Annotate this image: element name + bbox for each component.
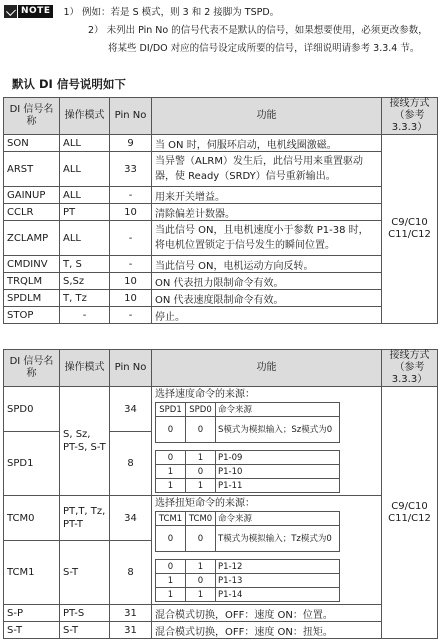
signal-function: 当 ON 时，伺服环启动，电机线圈激磁。 xyxy=(152,135,382,152)
table-row xyxy=(4,152,438,187)
section-title: 默认 DI 信号说明如下 xyxy=(12,77,126,91)
signal-pin: 10 xyxy=(110,273,152,290)
signal-mode: S, Sz, PT-S, S-T xyxy=(60,387,110,496)
signal-name: GAINUP xyxy=(4,187,60,204)
signal-pin: - xyxy=(110,187,152,204)
note-label: NOTE xyxy=(18,5,53,18)
signal-pin: 8 xyxy=(110,432,152,496)
header-function: 功能 xyxy=(152,98,382,135)
inner-cell: T模式为模拟输入；Tz模式为0 xyxy=(216,526,340,552)
table-row xyxy=(4,622,438,639)
signal-function: 当异警（ALRM）发生后，此信号用来重置驱动器，使 Ready（SRDY）信号重新输出。 xyxy=(152,152,382,187)
signal-function: 当此信号 ON，且电机速度小于参数 P1-38 时，将电机位置锁定于信号发生的瞬间位置。 xyxy=(152,221,382,256)
signal-name: ARST xyxy=(4,152,60,187)
header-signal-name: DI 信号名称 xyxy=(4,350,60,387)
inner-cell: 0 xyxy=(156,560,186,574)
signal-name: SPDLM xyxy=(4,290,60,307)
inner-cell: 1 xyxy=(156,479,186,493)
header-wiring: 接线方式（参考 3.3.3） xyxy=(382,98,438,135)
header-mode: 操作模式 xyxy=(60,98,110,135)
table-header-row xyxy=(4,98,438,135)
signal-function: 混合模式切换，OFF：速度 ON：扭矩。 xyxy=(152,622,382,639)
torque-source-title: 选择扭矩命令的来源： xyxy=(155,498,255,509)
inner-cell: P1-09 xyxy=(216,451,340,465)
header-function: 功能 xyxy=(152,350,382,387)
signal-function: 用来开关增益。 xyxy=(152,187,382,204)
signal-name: S-T xyxy=(4,622,60,639)
signal-name: TRQLM xyxy=(4,273,60,290)
signal-mode: PT xyxy=(60,204,110,221)
signal-name: TCM1 xyxy=(4,541,60,605)
table-row xyxy=(4,273,438,290)
header-wiring: 接线方式（参考 3.3.3） xyxy=(382,350,438,387)
signal-mode: ALL xyxy=(60,187,110,204)
signal-name: CMDINV xyxy=(4,256,60,273)
di-signal-table-1 xyxy=(3,97,438,324)
header-pin: Pin No xyxy=(110,350,152,387)
inner-cell: 1 xyxy=(156,574,186,588)
table-row xyxy=(4,387,438,432)
note-line-3: 将某些 DI/DO 对应的信号设定成所要的信号，详细说明请参考 3.3.4 节。 xyxy=(108,43,420,54)
inner-header: TCM0 xyxy=(186,512,216,526)
signal-name: SPD1 xyxy=(4,432,60,496)
inner-cell: 1 xyxy=(186,588,216,602)
signal-pin: 8 xyxy=(110,541,152,605)
inner-header: SPD1 xyxy=(156,403,186,417)
note-line-2: 2） 未列出 Pin No 的信号代表不是默认的信号，如果想要使用，必须更改参数， xyxy=(88,25,428,36)
inner-cell: 0 xyxy=(186,526,216,552)
signal-name: TCM0 xyxy=(4,496,60,541)
inner-cell: 1 xyxy=(186,479,216,493)
inner-header: 命令来源 xyxy=(216,512,340,526)
signal-name: S-P xyxy=(4,605,60,622)
signal-pin: 31 xyxy=(110,605,152,622)
signal-name: ZCLAMP xyxy=(4,221,60,256)
speed-source-title: 选择速度命令的来源： xyxy=(155,389,255,400)
inner-cell: 1 xyxy=(156,588,186,602)
inner-cell: 0 xyxy=(186,465,216,479)
signal-pin: - xyxy=(110,307,152,324)
inner-header: TCM1 xyxy=(156,512,186,526)
wiring-method: C9/C10 C11/C12 xyxy=(382,135,438,324)
signal-pin: 10 xyxy=(110,204,152,221)
header-pin: Pin No xyxy=(110,98,152,135)
signal-mode: ALL xyxy=(60,221,110,256)
signal-mode: S,Sz xyxy=(60,273,110,290)
inner-cell: P1-14 xyxy=(216,588,340,602)
signal-mode: - xyxy=(60,307,110,324)
signal-name: STOP xyxy=(4,307,60,324)
torque-source-cell xyxy=(152,496,382,605)
inner-cell: 0 xyxy=(156,417,186,443)
table-row xyxy=(4,221,438,256)
speed-source-table xyxy=(155,402,340,493)
inner-cell: P1-12 xyxy=(216,560,340,574)
signal-pin: 10 xyxy=(110,290,152,307)
signal-pin: 34 xyxy=(110,496,152,541)
signal-pin: 33 xyxy=(110,152,152,187)
inner-cell: P1-13 xyxy=(216,574,340,588)
inner-cell: 1 xyxy=(186,451,216,465)
inner-cell: S模式为模拟输入；Sz模式为0 xyxy=(216,417,340,443)
signal-pin: - xyxy=(110,221,152,256)
signal-pin: 31 xyxy=(110,622,152,639)
table-row xyxy=(4,256,438,273)
inner-cell: 1 xyxy=(186,560,216,574)
inner-cell: 0 xyxy=(156,526,186,552)
header-mode: 操作模式 xyxy=(60,350,110,387)
signal-mode: ALL xyxy=(60,152,110,187)
table-row xyxy=(4,307,438,324)
inner-cell: P1-11 xyxy=(216,479,340,493)
header-signal-name: DI 信号名称 xyxy=(4,98,60,135)
di-signal-table-2 xyxy=(3,349,438,639)
signal-name: SON xyxy=(4,135,60,152)
signal-mode: S-T xyxy=(60,622,110,639)
note-badge xyxy=(4,5,53,18)
table-row xyxy=(4,290,438,307)
table-row xyxy=(4,135,438,152)
inner-cell: 0 xyxy=(186,417,216,443)
note-check-icon xyxy=(4,5,17,18)
speed-source-cell xyxy=(152,387,382,496)
signal-mode: PT,T, Tz, PT-T xyxy=(60,496,110,541)
signal-mode: ALL xyxy=(60,135,110,152)
inner-header: SPD0 xyxy=(186,403,216,417)
signal-pin: 34 xyxy=(110,387,152,432)
table-header-row xyxy=(4,350,438,387)
signal-function: ON 代表扭力限制命令有效。 xyxy=(152,273,382,290)
signal-name: CCLR xyxy=(4,204,60,221)
signal-pin: - xyxy=(110,256,152,273)
wiring-method: C9/C10 C11/C12 xyxy=(382,387,438,639)
signal-function: 停止。 xyxy=(152,307,382,324)
table-row xyxy=(4,187,438,204)
signal-mode: PT-S xyxy=(60,605,110,622)
signal-mode: S-T xyxy=(60,541,110,605)
signal-function: 当此信号 ON，电机运动方向反转。 xyxy=(152,256,382,273)
note-row xyxy=(4,2,436,20)
torque-source-table xyxy=(155,511,340,602)
signal-function: 清除偏差计数器。 xyxy=(152,204,382,221)
inner-cell: 1 xyxy=(156,465,186,479)
inner-cell: P1-10 xyxy=(216,465,340,479)
inner-header: 命令来源 xyxy=(216,403,340,417)
signal-function: ON 代表速度限制命令有效。 xyxy=(152,290,382,307)
table-row xyxy=(4,496,438,541)
table-row xyxy=(4,204,438,221)
table-row xyxy=(4,605,438,622)
signal-function: 混合模式切换，OFF：速度 ON：位置。 xyxy=(152,605,382,622)
signal-pin: 9 xyxy=(110,135,152,152)
signal-name: SPD0 xyxy=(4,387,60,432)
signal-mode: T, Tz xyxy=(60,290,110,307)
note-line-1: 1） 例如：若是 S 模式，则 3 和 2 接脚为 TSPD。 xyxy=(63,7,280,18)
inner-cell: 0 xyxy=(156,451,186,465)
signal-mode: T, S xyxy=(60,256,110,273)
inner-cell: 0 xyxy=(186,574,216,588)
